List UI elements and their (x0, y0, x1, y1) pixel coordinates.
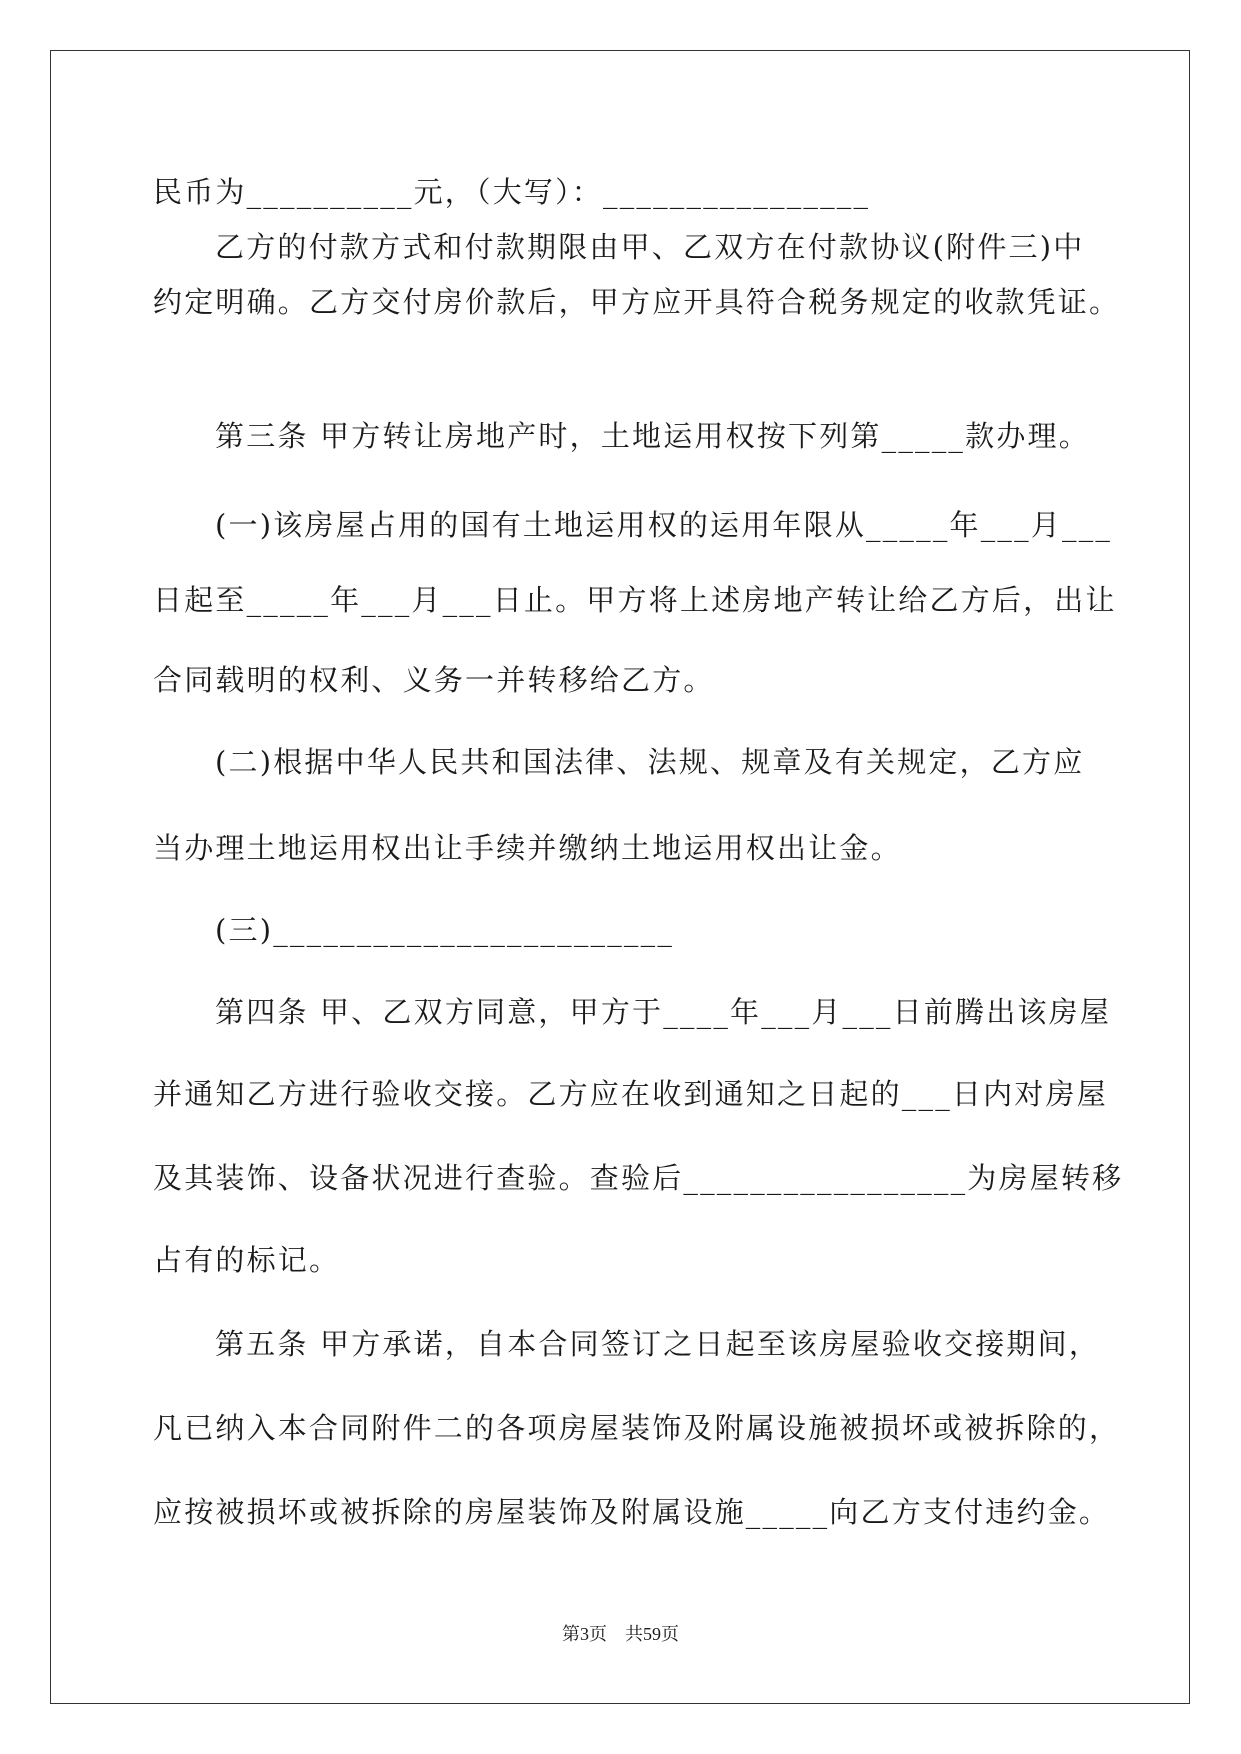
page-number-footer: 第3页 共59页 (562, 1624, 679, 1644)
text-line-5: (一)该房屋占用的国有土地运用权的运用年限从_____年___月___ (215, 508, 1113, 542)
text-line-10: (三)________________________ (215, 913, 675, 947)
text-line-7: 合同载明的权利、义务一并转移给乙方。 (153, 663, 715, 697)
text-line-4: 第三条 甲方转让房地产时，土地运用权按下列第_____款办理。 (215, 419, 1090, 453)
text-line-12: 并通知乙方进行验收交接。乙方应在收到通知之日起的___日内对房屋 (153, 1077, 1108, 1111)
text-line-17: 应按被损坏或被拆除的房屋装饰及附属设施_____向乙方支付违约金。 (153, 1495, 1111, 1529)
text-line-13: 及其装饰、设备状况进行查验。查验后_________________为房屋转移 (153, 1161, 1124, 1195)
text-line-1: 民币为__________元，（大写）：________________ (153, 175, 871, 209)
text-line-14: 占有的标记。 (153, 1243, 341, 1277)
text-line-2: 乙方的付款方式和付款期限由甲、乙双方在付款协议(附件三)中 (215, 230, 1085, 264)
text-line-8: (二)根据中华人民共和国法律、法规、规章及有关规定，乙方应 (215, 745, 1085, 779)
text-line-15: 第五条 甲方承诺，自本合同签订之日起至该房屋验收交接期间， (215, 1327, 1101, 1361)
text-line-11: 第四条 甲、乙双方同意，甲方于____年___月___日前腾出该房屋 (215, 995, 1112, 1029)
text-line-6: 日起至_____年___月___日止。甲方将上述房地产转让给乙方后，出让 (153, 583, 1117, 617)
text-line-16: 凡已纳入本合同附件二的各项房屋装饰及附属设施被损坏或被拆除的， (153, 1411, 1121, 1445)
text-line-3: 约定明确。乙方交付房价款后，甲方应开具符合税务规定的收款凭证。 (153, 285, 1121, 319)
text-line-9: 当办理土地运用权出让手续并缴纳土地运用权出让金。 (153, 831, 902, 865)
